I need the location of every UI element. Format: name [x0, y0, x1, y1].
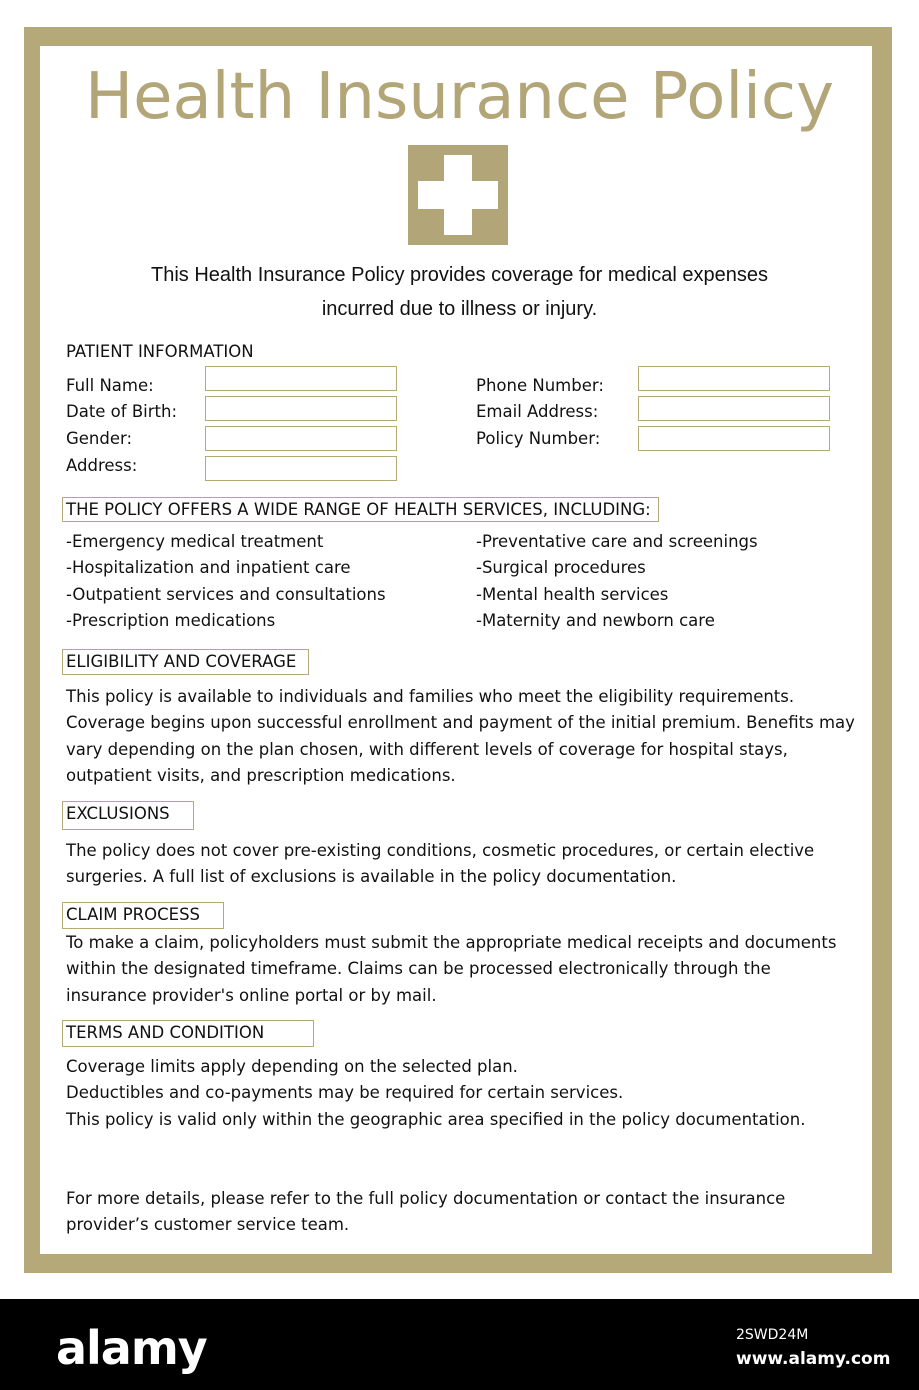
exclusions-paragraph: The policy does not cover pre-existing conditions, cosmetic procedures, or certain elective surgeries. A full list of exclusions is available in the policy documentation.	[66, 841, 815, 887]
alamy-logo: alamy	[56, 1321, 207, 1375]
watermark-footer	[0, 1299, 919, 1390]
terms-line: Deductibles and co-payments may be required for certain services.	[66, 1083, 624, 1103]
policy-number-label: Policy Number:	[476, 429, 601, 448]
full-name-label: Full Name:	[66, 376, 154, 395]
terms-heading: TERMS AND CONDITION	[62, 1020, 314, 1047]
exclusions-heading: EXCLUSIONS	[62, 801, 194, 830]
gender-label: Gender:	[66, 429, 133, 448]
eligibility-text	[66, 684, 856, 789]
terms-text	[66, 1054, 856, 1133]
eligibility-heading: ELIGIBILITY AND COVERAGE	[62, 649, 309, 675]
service-item: -Surgical procedures	[476, 558, 646, 577]
gender-field[interactable]	[205, 426, 397, 451]
email-address-label: Email Address:	[476, 402, 599, 421]
exclusions-text	[66, 838, 856, 891]
claim-process-heading: CLAIM PROCESS	[62, 902, 224, 929]
service-item: -Emergency medical treatment	[66, 532, 324, 551]
patient-info-heading: PATIENT INFORMATION	[66, 342, 254, 361]
claim-process-text	[66, 930, 856, 1009]
terms-line: This policy is valid only within the geographic area specified in the policy documentation.	[66, 1109, 806, 1129]
service-item: -Hospitalization and inpatient care	[66, 558, 351, 577]
intro-line-1: This Health Insurance Policy provides coverage for medical expenses	[151, 264, 768, 286]
date-of-birth-label: Date of Birth:	[66, 402, 178, 421]
full-name-field[interactable]	[205, 366, 397, 391]
address-field[interactable]	[205, 456, 397, 481]
service-item: -Outpatient services and consultations	[66, 585, 386, 604]
phone-number-label: Phone Number:	[476, 376, 604, 395]
policy-number-field[interactable]	[638, 426, 830, 451]
services-heading: THE POLICY OFFERS A WIDE RANGE OF HEALTH SERVICES, INCLUDING:	[62, 497, 659, 522]
phone-number-field[interactable]	[638, 366, 830, 391]
service-item: -Prescription medications	[66, 611, 276, 630]
service-item: -Maternity and newborn care	[476, 611, 715, 630]
cross-horizontal-bar	[418, 181, 498, 209]
service-item: -Mental health services	[476, 585, 669, 604]
address-label: Address:	[66, 456, 138, 475]
image-id: 2SWD24M	[736, 1327, 809, 1343]
terms-line: Coverage limits apply depending on the selected plan.	[66, 1057, 518, 1076]
service-item: -Preventative care and screenings	[476, 532, 758, 551]
email-address-field[interactable]	[638, 396, 830, 421]
claim-process-paragraph: To make a claim, policyholders must submit the appropriate medical receipts and documents within the designated timeframe. Claims can be processed electronically through the insurance provider's online portal or by mail.	[66, 933, 837, 1005]
eligibility-paragraph: This policy is available to individuals and families who meet the eligibility requirements. Coverage begins upon successful enrollment and payment of the initial premium. Benefits may vary depending on the plan chosen, with different levels of coverage for hospital stays, outpatient visits, and prescription medications.	[66, 687, 855, 785]
intro-text	[130, 258, 789, 326]
alamy-site-url: www.alamy.com	[736, 1349, 891, 1369]
medical-cross-icon	[408, 145, 508, 245]
document-title: Health Insurance Policy	[85, 60, 834, 134]
date-of-birth-field[interactable]	[205, 396, 397, 421]
intro-line-2: incurred due to illness or injury.	[321, 298, 598, 320]
closing-text	[66, 1186, 856, 1239]
closing-paragraph: For more details, please refer to the full policy documentation or contact the insurance provider’s customer service team.	[66, 1189, 786, 1235]
